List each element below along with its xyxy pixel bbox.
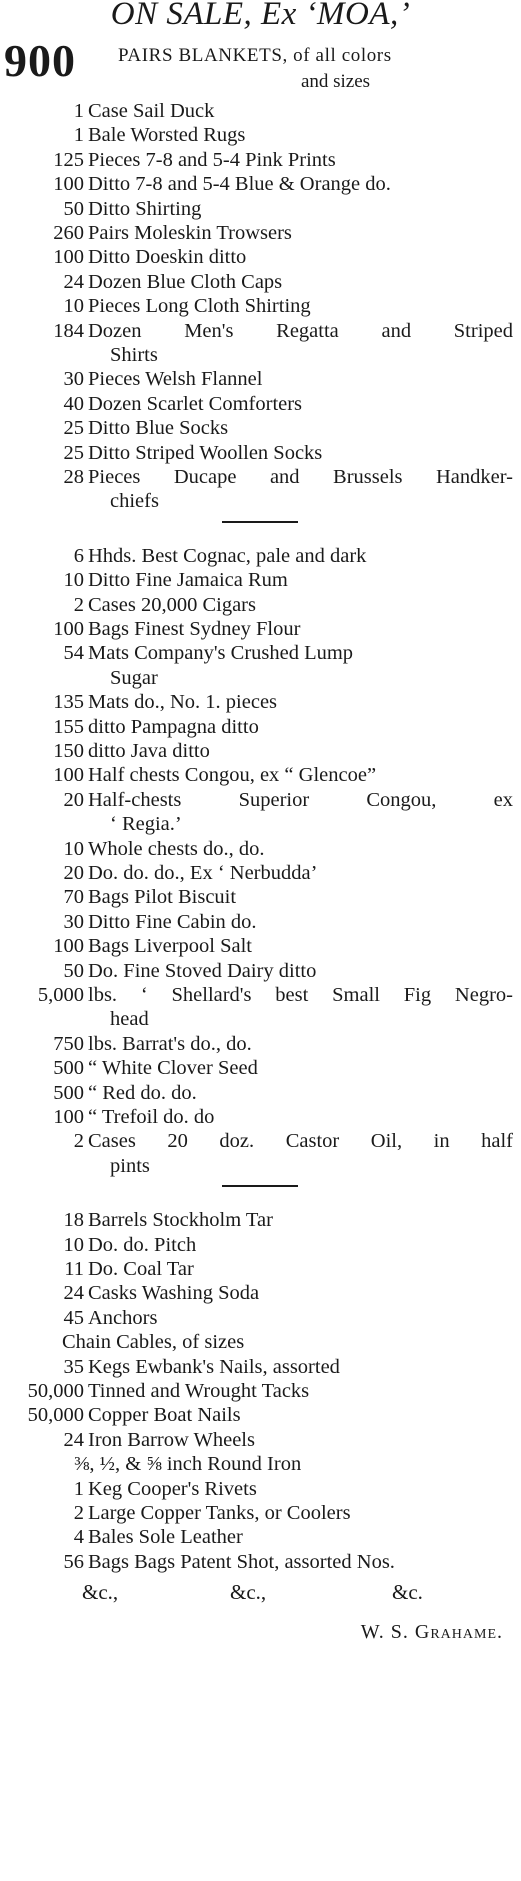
item-description: Ditto Fine Cabin do. — [88, 910, 257, 933]
item-description: Ditto 7-8 and 5-4 Blue & Orange do. — [88, 173, 391, 196]
item-quantity: 10 — [63, 295, 84, 318]
item-quantity: 500 — [53, 1081, 84, 1104]
etcetera-mark: &c. — [392, 1580, 423, 1605]
item-quantity: 750 — [53, 1032, 84, 1055]
item-quantity: 50 — [63, 959, 84, 982]
item-quantity: 40 — [63, 392, 84, 415]
item-description: Ditto Blue Socks — [88, 417, 229, 440]
item-quantity: 2 — [73, 1130, 84, 1153]
item-description: Pieces Welsh Flannel — [88, 368, 263, 391]
item-description: Half-chests Superior Congou, ex — [88, 788, 513, 811]
item-quantity: 24 — [63, 270, 84, 293]
item-quantity: 125 — [53, 148, 84, 171]
item-description: Pairs Moleskin Trowsers — [88, 222, 292, 244]
item-description-continued: Sugar — [110, 666, 158, 689]
lead-quantity: 900 — [4, 35, 76, 86]
item-quantity: 184 — [53, 319, 84, 342]
item-description: Do. Fine Stoved Dairy ditto — [88, 959, 317, 982]
item-quantity: 10 — [63, 837, 84, 860]
item-quantity: 50 — [63, 197, 84, 220]
item-quantity: 50,000 — [27, 1404, 84, 1427]
item-quantity: 50,000 — [27, 1380, 84, 1402]
item-description: Ditto Doeskin ditto — [88, 246, 247, 269]
item-quantity: 2 — [73, 593, 84, 616]
item-description: Bags Liverpool Salt — [88, 935, 252, 958]
item-description: Bags Finest Sydney Flour — [88, 618, 301, 640]
item-quantity: 260 — [53, 222, 84, 244]
item-description: “ White Clover Seed — [88, 1057, 258, 1080]
item-description: Do. do. Pitch — [88, 1233, 197, 1256]
item-description: “ Red do. do. — [88, 1081, 197, 1104]
lead-description: PAIRS BLANKETS, of all colors — [118, 45, 392, 66]
item-quantity: 1 — [73, 124, 84, 147]
item-quantity: 24 — [63, 1282, 84, 1305]
section-divider — [222, 521, 298, 523]
item-description: Copper Boat Nails — [88, 1404, 241, 1427]
item-quantity: 24 — [63, 1428, 84, 1451]
item-description: Dozen Men's Regatta and Striped — [88, 319, 513, 342]
item-quantity: 25 — [63, 417, 84, 440]
item-description: Kegs Ewbank's Nails, assorted — [88, 1355, 340, 1378]
item-description: Pieces Ducape and Brussels Handker- — [88, 466, 513, 488]
item-description: Ditto Shirting — [88, 197, 202, 220]
page-title: ON SALE, Ex ‘MOA,’ — [110, 0, 411, 32]
item-description: Bags Bags Patent Shot, assorted Nos. — [88, 1550, 395, 1573]
item-description: “ Trefoil do. do — [88, 1106, 215, 1128]
item-quantity: 2 — [73, 1502, 84, 1524]
item-description: Half chests Congou, ex “ Glencoe” — [88, 764, 377, 787]
item-description-continued: chiefs — [110, 490, 159, 513]
item-quantity: 10 — [63, 1233, 84, 1256]
item-description-continued: head — [110, 1008, 149, 1031]
section-divider — [222, 1185, 298, 1187]
item-description: Bales Sole Leather — [88, 1526, 243, 1549]
item-description: Iron Barrow Wheels — [88, 1428, 255, 1451]
item-description: Hhds. Best Cognac, pale and dark — [88, 544, 367, 567]
item-quantity: 35 — [63, 1355, 84, 1378]
item-quantity: 54 — [63, 642, 84, 665]
item-description: Whole chests do., do. — [88, 837, 265, 860]
item-description-continued: Shirts — [110, 344, 158, 366]
item-description: Mats Company's Crushed Lump — [88, 642, 354, 665]
etcetera-mark: &c., — [230, 1580, 267, 1605]
item-quantity: 500 — [53, 1057, 84, 1080]
item-description: Pieces 7-8 and 5-4 Pink Prints — [88, 148, 336, 171]
item-description: Dozen Scarlet Comforters — [88, 392, 303, 415]
item-description: Cases 20 doz. Castor Oil, in half — [88, 1130, 513, 1153]
item-description-continued: pints — [110, 1154, 150, 1177]
item-description: Keg Cooper's Rivets — [88, 1477, 257, 1500]
item-quantity: 30 — [63, 910, 84, 933]
item-description: Tinned and Wrought Tacks — [88, 1380, 310, 1402]
item-description: Bale Worsted Rugs — [88, 124, 246, 147]
item-quantity: 1 — [73, 1477, 84, 1500]
item-description: Do. do. do., Ex ‘ Nerbudda’ — [88, 862, 318, 884]
item-quantity: 20 — [63, 862, 84, 884]
item-quantity: 30 — [63, 368, 84, 391]
item-quantity: 100 — [53, 1106, 84, 1128]
item-quantity: 155 — [53, 715, 84, 738]
item-description: Cases 20,000 Cigars — [88, 593, 256, 616]
item-quantity: 4 — [73, 1526, 84, 1549]
etcetera-mark: &c., — [82, 1580, 119, 1605]
item-description: Barrels Stockholm Tar — [88, 1209, 273, 1232]
item-quantity: 20 — [63, 788, 84, 811]
item-quantity: 5,000 — [37, 984, 84, 1006]
item-description: Case Sail Duck — [88, 100, 215, 122]
item-quantity: 100 — [53, 764, 84, 787]
lead-description-continued: and sizes — [300, 71, 371, 92]
item-quantity: 100 — [53, 618, 84, 640]
item-description: Mats do., No. 1. pieces — [88, 691, 278, 714]
item-quantity: 25 — [63, 441, 84, 464]
item-quantity: 1 — [73, 100, 84, 122]
item-quantity: 135 — [53, 691, 84, 714]
item-description-continued: ‘ Regia.’ — [110, 813, 182, 836]
item-description: Ditto Striped Woollen Socks — [88, 441, 323, 464]
item-quantity: 100 — [53, 246, 84, 269]
item-description: Bags Pilot Biscuit — [88, 886, 237, 909]
item-description: Do. Coal Tar — [88, 1258, 194, 1280]
item-quantity: 11 — [64, 1258, 84, 1280]
item-description: lbs. ‘ Shellard's best Small Fig Negro- — [88, 984, 513, 1006]
item-description: Large Copper Tanks, or Coolers — [88, 1502, 351, 1524]
item-quantity: 28 — [63, 466, 84, 488]
item-quantity: 70 — [63, 886, 84, 909]
item-quantity: 56 — [63, 1550, 84, 1573]
item-description: ditto Java ditto — [88, 740, 210, 762]
item-description: Dozen Blue Cloth Caps — [88, 270, 283, 293]
item-description: Anchors — [88, 1306, 158, 1329]
item-description: Chain Cables, of sizes — [62, 1331, 245, 1354]
item-description: lbs. Barrat's do., do. — [88, 1032, 252, 1055]
item-quantity: 100 — [53, 935, 84, 958]
item-quantity: 10 — [63, 569, 84, 592]
item-description: ditto Pampagna ditto — [88, 715, 259, 738]
item-description: Pieces Long Cloth Shirting — [88, 295, 311, 318]
item-quantity: 100 — [53, 173, 84, 196]
signature: W. S. Grahame. — [360, 1621, 503, 1644]
item-description: Ditto Fine Jamaica Rum — [88, 569, 288, 592]
item-quantity: 18 — [63, 1209, 84, 1232]
item-description: ⅜, ½, & ⅝ inch Round Iron — [74, 1453, 302, 1476]
item-quantity: 150 — [53, 740, 84, 762]
item-description: Casks Washing Soda — [88, 1282, 260, 1305]
item-quantity: 45 — [63, 1306, 84, 1329]
item-quantity: 6 — [73, 544, 84, 567]
